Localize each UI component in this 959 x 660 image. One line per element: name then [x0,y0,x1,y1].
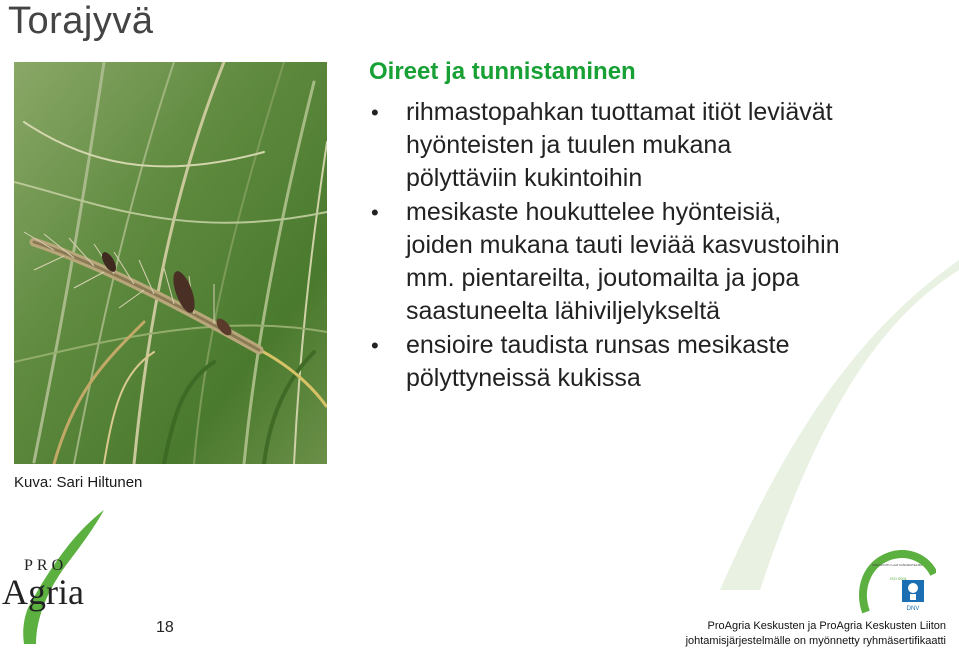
grass-ear-photo [14,62,327,464]
proagria-logo [0,508,130,653]
logo-pro-text: PRO [24,557,68,574]
footer-line-2: johtamisjärjestelmälle on myönnetty ryhmäsertifikaatti [685,635,946,647]
footer-line-1: ProAgria Keskusten ja ProAgria Keskusten Liiton [707,620,946,632]
list-item [370,96,840,195]
cert-label-text: SERTIFIOITU LAATUJÄRJESTELMÄ [872,563,923,567]
photo-caption: Kuva: Sari Hiltunen [14,474,143,491]
bullet-icon: • [371,200,379,225]
page-number: 18 [156,619,174,636]
logo-agria-text: Agria [2,572,84,612]
bullet-text: mesikaste houkuttelee hyönteisiä, joiden mukana tauti leviää kasvustoihin mm. pientareilta, joutomailta ja jopa saastuneelta lähiviljelykseltä [406,198,840,325]
cert-brand-text: DNV [906,606,920,612]
bullet-text: rihmastopahkan tuottamat itiöt leviävät hyönteisten ja tuulen mukana pölyttäviin kukintoihin [406,98,833,192]
footer-text [640,619,946,649]
bullet-icon: • [371,333,379,358]
decorative-swoosh [700,260,959,595]
bullet-text: ensioire taudista runsas mesikaste pölyttyneissä kukissa [406,331,790,392]
cert-code-text: ISO 9001 [890,576,907,581]
slide-title: Torajyvä [8,0,154,42]
bullet-icon: • [371,100,379,125]
section-heading: Oireet ja tunnistaminen [369,58,636,85]
quality-certificate-seal-icon [856,550,936,621]
